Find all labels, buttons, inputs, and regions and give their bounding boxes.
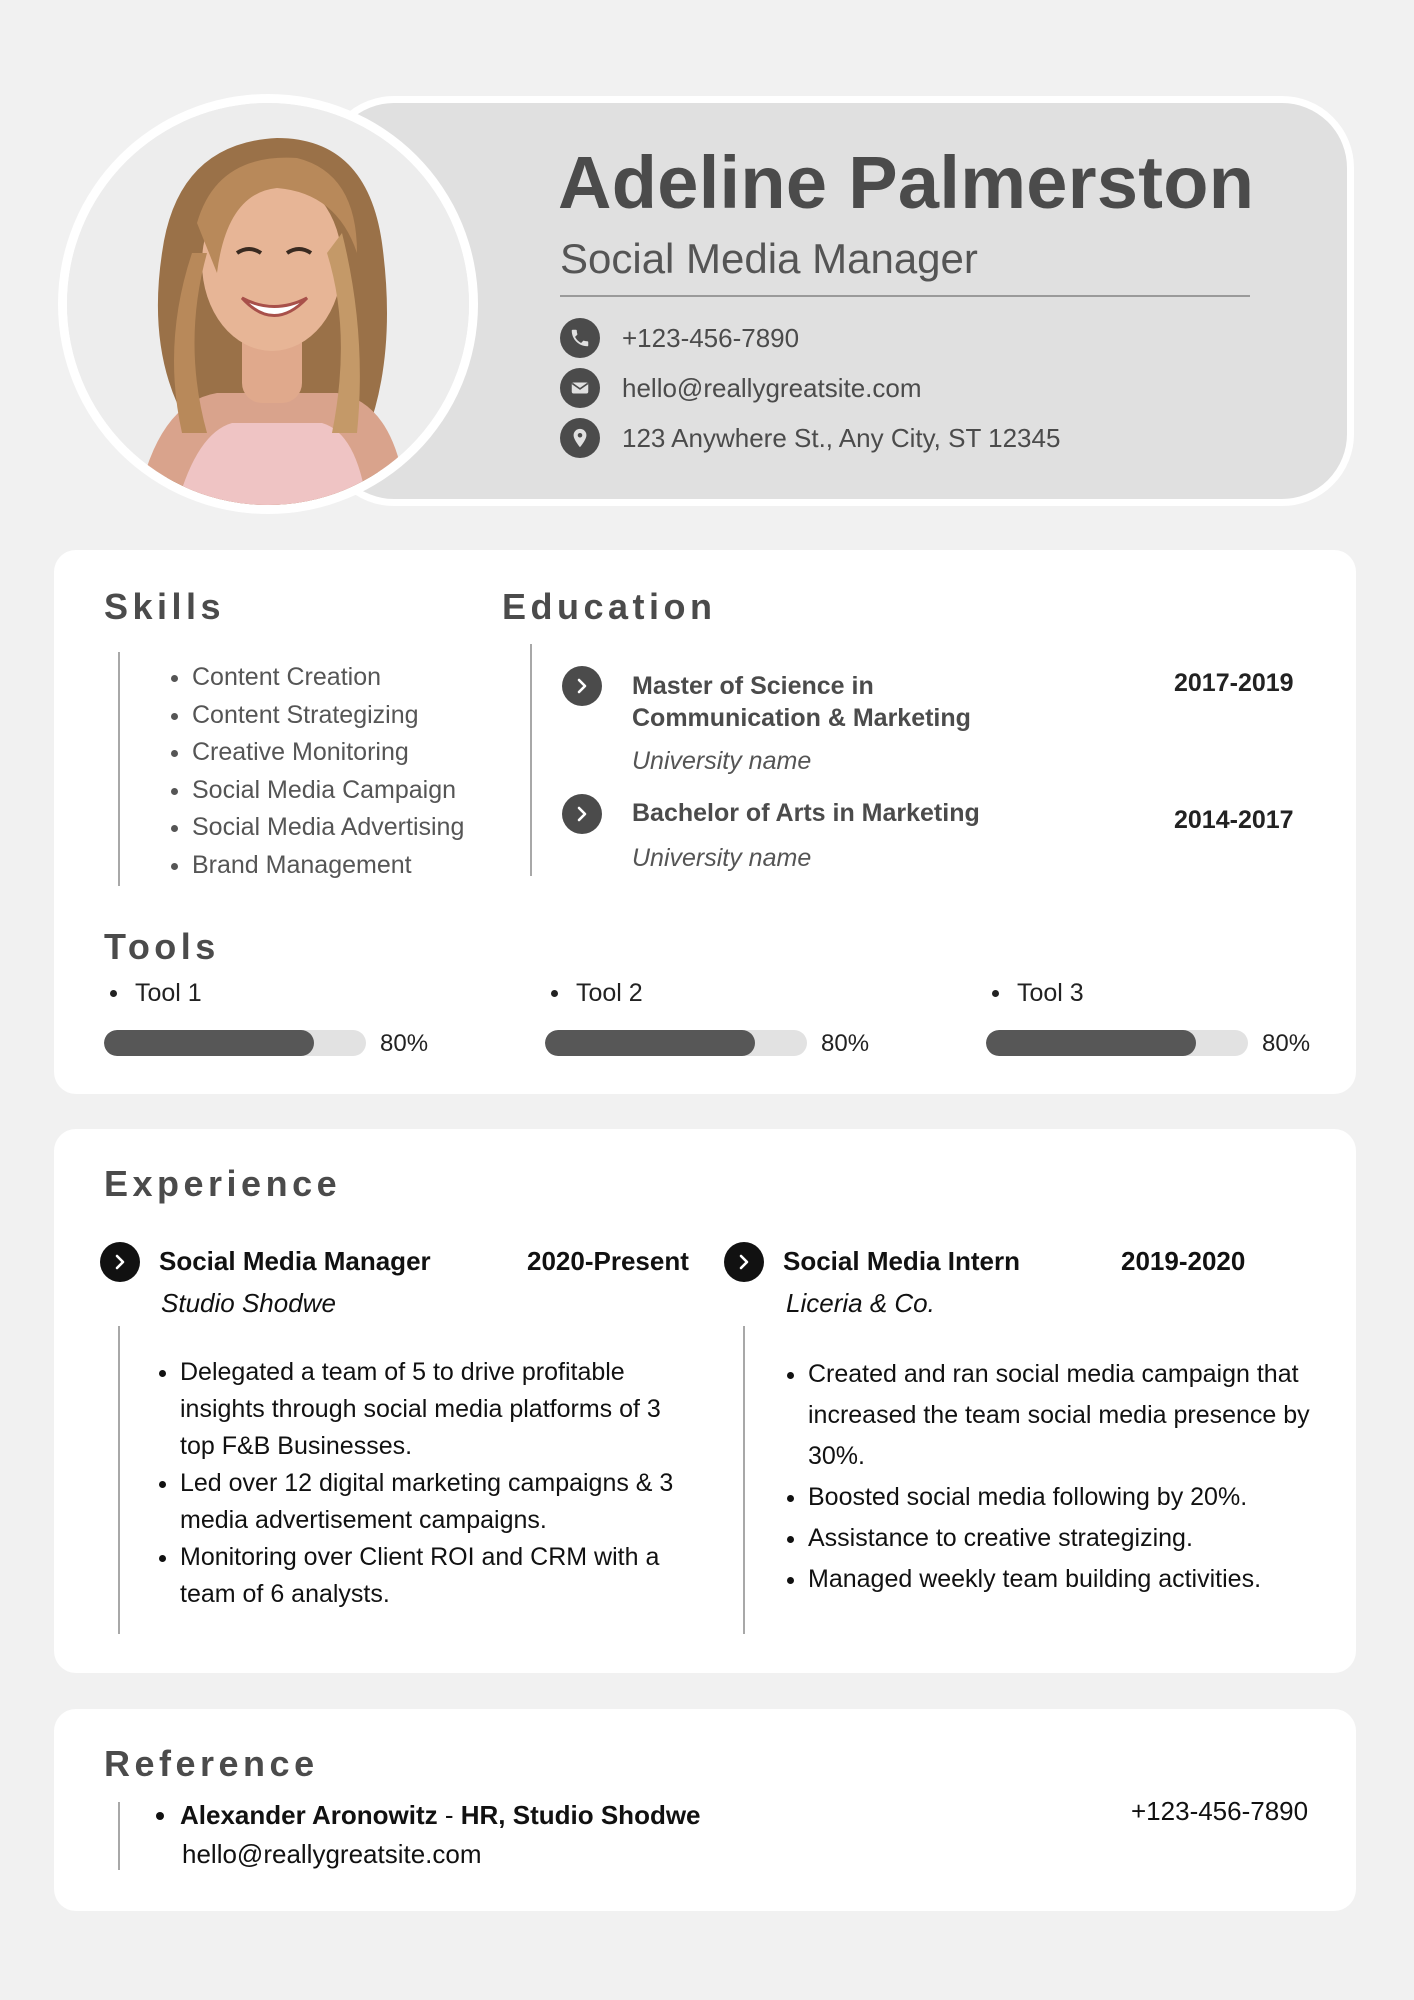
phone-icon: [560, 318, 600, 358]
job-title: Social Media Manager: [159, 1246, 431, 1276]
job-years: 2019-2020: [1121, 1246, 1246, 1276]
reference-phone[interactable]: +123-456-7890: [1131, 1796, 1309, 1826]
education-degree: Master of Science in Communication & Marketing: [632, 672, 971, 732]
reference-name: Alexander Aronowitz: [180, 1800, 438, 1830]
skills-heading: Skills: [104, 586, 226, 627]
contact-email: [560, 366, 922, 410]
bullet-icon: [992, 990, 999, 997]
education-divider: [530, 644, 532, 876]
tools-heading: Tools: [104, 926, 220, 967]
tool-name-text: Tool 3: [1017, 979, 1084, 1007]
contact-address: [560, 416, 1060, 460]
tool-progress-bar: [986, 1030, 1248, 1056]
education-years: 2017-2019: [1174, 669, 1294, 697]
reference-separator: -: [437, 1800, 461, 1830]
education-degree: Bachelor of Arts in Marketing: [632, 799, 980, 827]
tool-name: [551, 979, 643, 1008]
profile-photo: [67, 103, 469, 505]
header-divider: [560, 295, 1250, 297]
reference-divider: [118, 1802, 120, 1870]
chevron-right-icon: [562, 794, 602, 834]
job-bullet: • Delegated a team of 5 to drive profitable insights through social media platforms of 3 top F&B Businesses.: [180, 1354, 700, 1465]
skill-item: • Creative Monitoring: [192, 734, 464, 772]
contact-phone: [560, 316, 799, 360]
job-bullet: • Managed weekly team building activities.: [808, 1559, 1328, 1600]
tool-name-text: Tool 1: [135, 979, 202, 1007]
tool-progress-bar: [545, 1030, 807, 1056]
tool-progress-bar: [104, 1030, 366, 1056]
portrait-image: [67, 103, 469, 505]
education-heading: Education: [502, 586, 717, 627]
tool-percent: 80%: [1262, 1030, 1311, 1057]
skill-item: • Content Strategizing: [192, 697, 464, 735]
skills-list: [156, 659, 464, 884]
candidate-name: Adeline Palmerston: [558, 141, 1255, 224]
tool-progress-fill: [545, 1030, 755, 1056]
job-bullet: • Assistance to creative strategizing.: [808, 1518, 1328, 1559]
chevron-right-icon: [724, 1242, 764, 1282]
education-school: University name: [632, 747, 812, 775]
tool-name: [992, 979, 1084, 1008]
chevron-right-icon: [562, 666, 602, 706]
tool-percent: 80%: [821, 1030, 870, 1057]
bullet-icon: [156, 1812, 164, 1820]
tool-percent: 80%: [380, 1030, 429, 1057]
bullet-icon: [551, 990, 558, 997]
skills-divider: [118, 652, 120, 886]
job-divider: [743, 1326, 745, 1634]
reference-position: HR, Studio Shodwe: [460, 1800, 701, 1830]
job-bullet: • Boosted social media following by 20%.: [808, 1477, 1328, 1518]
education-years: 2014-2017: [1174, 806, 1294, 834]
email-text[interactable]: hello@reallygreatsite.com: [622, 372, 922, 403]
job-bullet: • Created and ran social media campaign that increased the team social media presence by 30%.: [808, 1354, 1328, 1477]
skill-item: • Social Media Advertising: [192, 809, 464, 847]
job-title: Social Media Intern: [783, 1246, 1020, 1276]
job-company: Studio Shodwe: [161, 1288, 336, 1318]
job-bullets: [780, 1354, 1328, 1600]
location-pin-icon: [560, 418, 600, 458]
tool-name: [110, 979, 202, 1008]
tool-name-text: Tool 2: [576, 979, 643, 1007]
job-bullet: • Led over 12 digital marketing campaigns & 3 media advertisement campaigns.: [180, 1465, 700, 1539]
tool-progress-fill: [104, 1030, 314, 1056]
reference-person: [156, 1800, 701, 1831]
tool-progress-fill: [986, 1030, 1196, 1056]
mail-icon: [560, 368, 600, 408]
job-bullet: • Monitoring over Client ROI and CRM with a team of 6 analysts.: [180, 1539, 700, 1613]
chevron-right-icon: [100, 1242, 140, 1282]
skill-item: • Brand Management: [192, 847, 464, 885]
job-company: Liceria & Co.: [786, 1288, 935, 1318]
address-text: 123 Anywhere St., Any City, ST 12345: [622, 422, 1061, 453]
candidate-role: Social Media Manager: [560, 235, 978, 282]
job-divider: [118, 1326, 120, 1634]
job-bullets: [152, 1354, 700, 1613]
experience-heading: Experience: [104, 1163, 342, 1204]
education-school: University name: [632, 844, 812, 872]
reference-email[interactable]: hello@reallygreatsite.com: [182, 1839, 482, 1869]
bullet-icon: [110, 990, 117, 997]
reference-heading: Reference: [104, 1743, 319, 1784]
phone-text[interactable]: +123-456-7890: [622, 322, 800, 353]
skill-item: • Social Media Campaign: [192, 772, 464, 810]
job-years: 2020-Present: [527, 1246, 689, 1276]
skill-item: • Content Creation: [192, 659, 464, 697]
